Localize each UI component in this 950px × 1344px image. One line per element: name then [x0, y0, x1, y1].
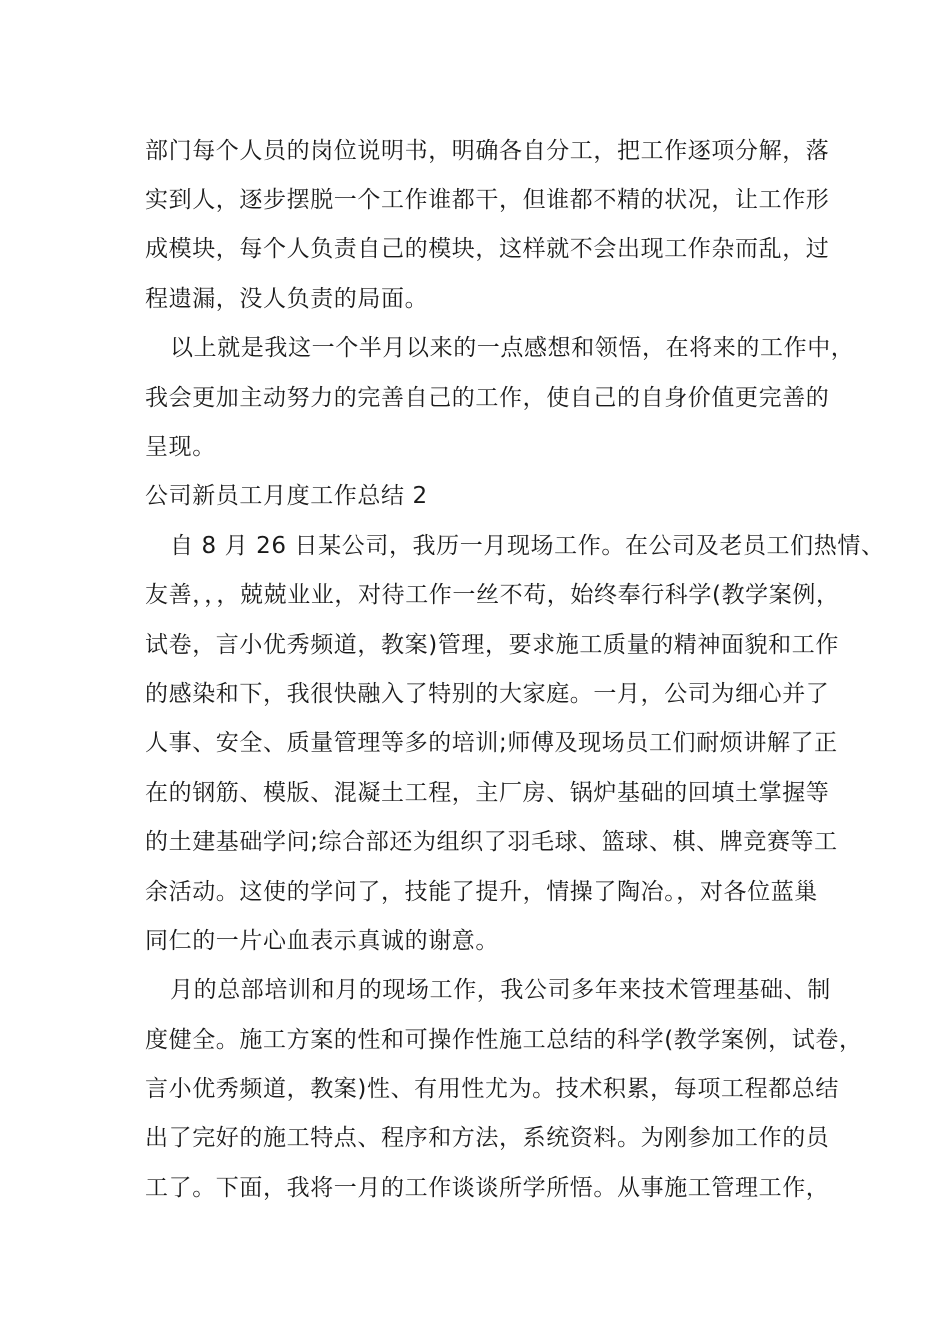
text-line: 同仁的一片心血表示真诚的谢意。 [145, 928, 499, 954]
text-line: 余活动。这使的学问了，技能了提升，情操了陶冶。，对各位蓝巢 [145, 879, 818, 905]
text-line: 试卷，言小优秀频道，教案)管理，要求施工质量的精神面貌和工作 [145, 632, 839, 658]
text-line: 的感染和下，我很快融入了特别的大家庭。一月，公司为细心并了 [145, 681, 830, 707]
text-line: 月的总部培训和月的现场工作，我公司多年来技术管理基础、制 [170, 977, 831, 1003]
text-line: 实到人，逐步摆脱一个工作谁都干，但谁都不精的状况，让工作形 [145, 187, 830, 213]
text-line: 在的钢筋、模版、混凝土工程，主厂房、锅炉基础的回填土掌握等 [145, 780, 830, 806]
text-line: 我会更加主动努力的完善自己的工作，使自己的自身价值更完善的 [145, 385, 830, 411]
text-line: 度健全。施工方案的性和可操作性施工总结的科学(教学案例，试卷， [145, 1027, 863, 1053]
text-line: 人事、安全、质量管理等多的培训;师傅及现场员工们耐烦讲解了正 [145, 730, 838, 756]
text-line: 呈现。 [145, 434, 216, 460]
text-line: 自 8 月 26 日某公司，我历一月现场工作。在公司及老员工们热情、 [170, 533, 885, 559]
text-line: 程遗漏，没人负责的局面。 [145, 286, 429, 312]
text-line: 部门每个人员的岗位说明书，明确各自分工，把工作逐项分解，落 [145, 138, 830, 164]
text-line: 的土建基础学问;综合部还为组织了羽毛球、篮球、棋、牌竞赛等工 [145, 829, 838, 855]
text-line: 友善，，，兢兢业业，对待工作一丝不苟，始终奉行科学(教学案例， [145, 582, 840, 608]
text-line: 工了。下面，我将一月的工作谈谈所学所悟。从事施工管理工作， [145, 1175, 830, 1201]
text-line: 成模块，每个人负责自己的模块，这样就不会出现工作杂而乱，过 [145, 236, 830, 262]
section-title: 公司新员工月度工作总结 2 [145, 483, 428, 509]
text-line: 言小优秀频道，教案)性、有用性尤为。技术积累，每项工程都总结 [145, 1076, 839, 1102]
text-line: 以上就是我这一个半月以来的一点感想和领悟，在将来的工作中， [170, 335, 855, 361]
text-line: 出了完好的施工特点、程序和方法，系统资料。为刚参加工作的员 [145, 1125, 830, 1151]
